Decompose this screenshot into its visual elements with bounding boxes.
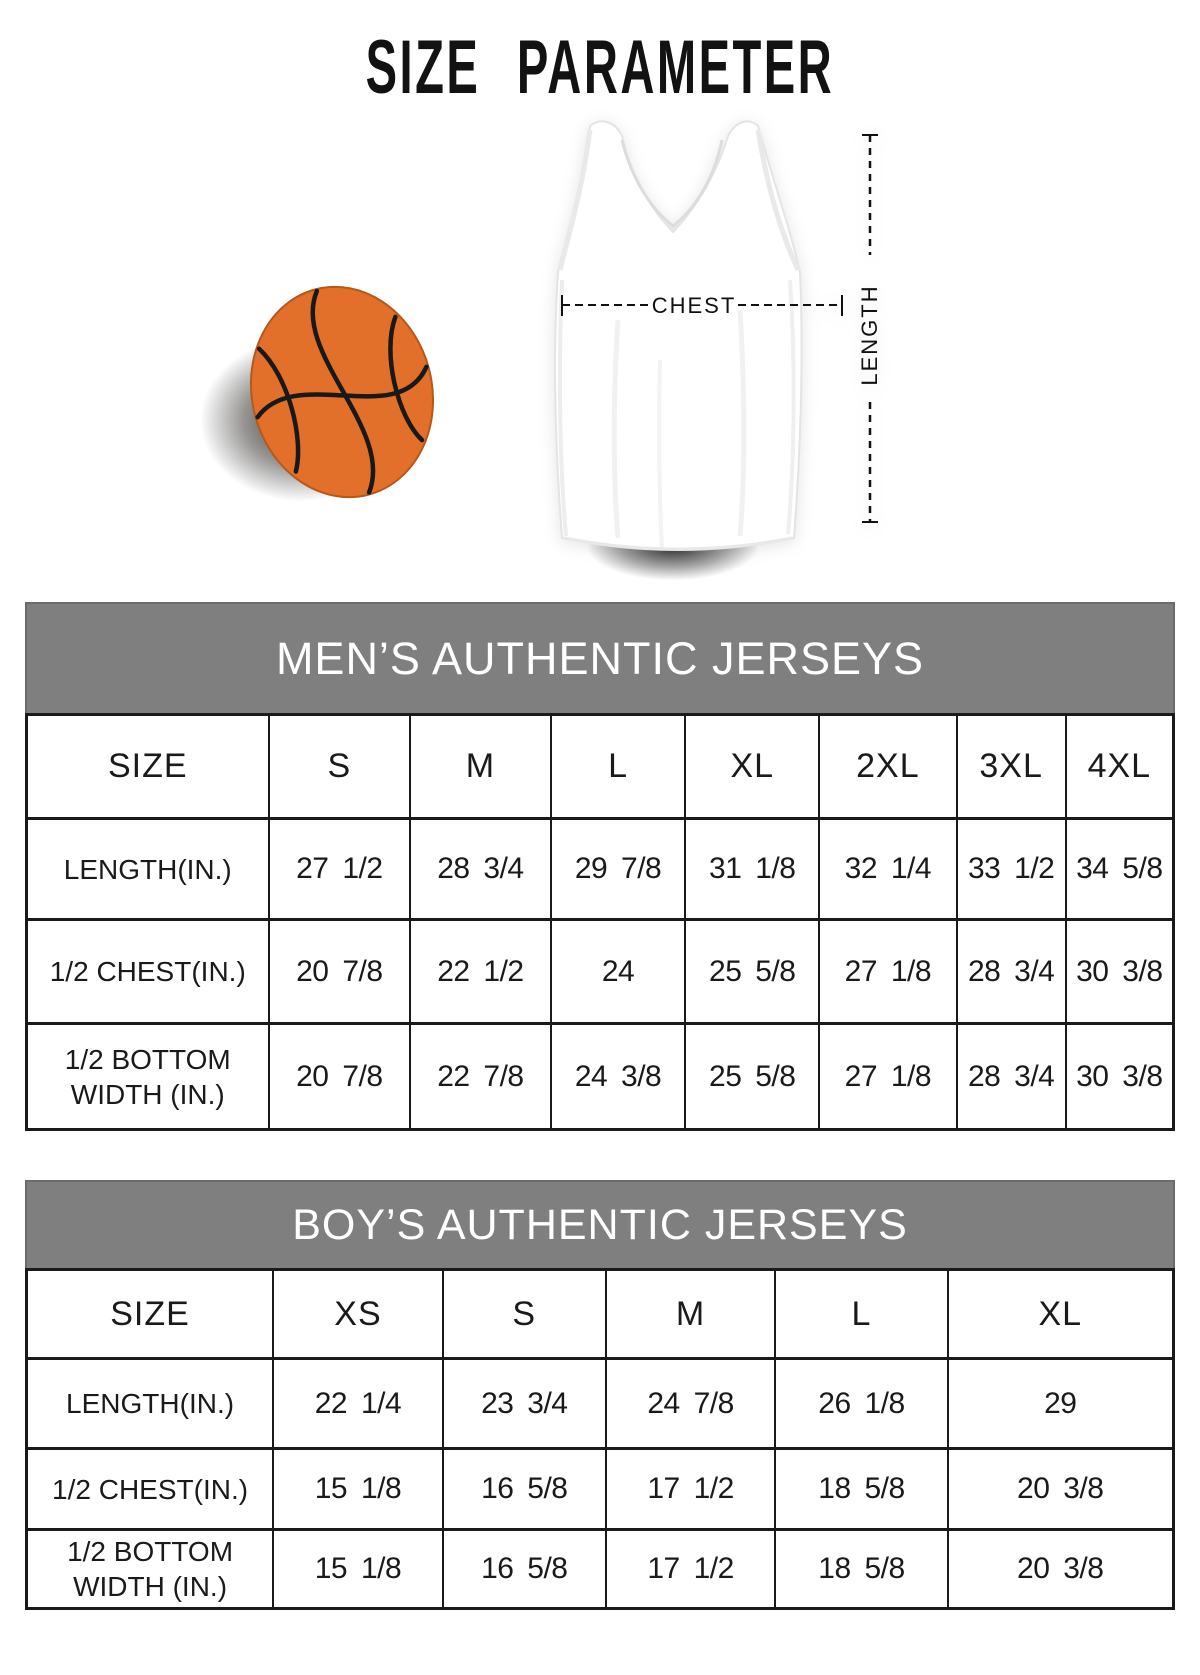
- mens-col-m: M: [410, 715, 551, 819]
- table-cell: 24 7/8: [606, 1359, 776, 1449]
- table-cell: 18 5/8: [775, 1449, 947, 1530]
- table-cell: 22 1/2: [410, 920, 551, 1024]
- table-cell: 29: [948, 1359, 1174, 1449]
- chest-label: CHEST: [651, 293, 737, 318]
- boys-chest-row: [27, 1449, 1174, 1530]
- table-cell: 20 3/8: [948, 1530, 1174, 1609]
- row-label: LENGTH(IN.): [27, 1359, 274, 1449]
- table-cell: 28 3/4: [410, 819, 551, 920]
- table-cell: 22 7/8: [410, 1024, 551, 1130]
- table-cell: 27 1/8: [819, 920, 957, 1024]
- table-cell: 24 3/8: [551, 1024, 686, 1130]
- row-label: 1/2 CHEST(IN.): [27, 1449, 274, 1530]
- row-label: LENGTH(IN.): [27, 819, 269, 920]
- mens-size-table: [25, 713, 1175, 1131]
- mens-col-s: S: [269, 715, 411, 819]
- mens-chest-row: [27, 920, 1174, 1024]
- table-cell: 17 1/2: [606, 1530, 776, 1609]
- jersey-image: [490, 110, 970, 590]
- mens-header-row: [27, 715, 1174, 819]
- table-cell: 30 3/8: [1066, 920, 1174, 1024]
- table-cell: 29 7/8: [551, 819, 686, 920]
- mens-col-xl: XL: [685, 715, 819, 819]
- table-cell: 25 5/8: [685, 920, 819, 1024]
- jersey-body: [555, 121, 802, 550]
- table-cell: 20 7/8: [269, 1024, 411, 1130]
- table-cell: 18 5/8: [775, 1530, 947, 1609]
- mens-length-row: [27, 819, 1174, 920]
- table-cell: 20 3/8: [948, 1449, 1174, 1530]
- row-label: 1/2 BOTTOM WIDTH (IN.): [27, 1024, 269, 1130]
- mens-col-size: SIZE: [27, 715, 269, 819]
- table-cell: 23 3/4: [443, 1359, 606, 1449]
- row-label: 1/2 CHEST(IN.): [27, 920, 269, 1024]
- mens-col-3xl: 3XL: [957, 715, 1066, 819]
- table-cell: 27 1/2: [269, 819, 411, 920]
- boys-col-s: S: [443, 1270, 606, 1359]
- table-cell: 22 1/4: [273, 1359, 443, 1449]
- boys-col-size: SIZE: [27, 1270, 274, 1359]
- table-cell: 34 5/8: [1066, 819, 1174, 920]
- table-cell: 24: [551, 920, 686, 1024]
- mens-size-table-section: [25, 602, 1175, 1131]
- table-cell: 16 5/8: [443, 1530, 606, 1609]
- boys-header-row: [27, 1270, 1174, 1359]
- table-cell: 20 7/8: [269, 920, 411, 1024]
- table-cell: 15 1/8: [273, 1449, 443, 1530]
- row-label: 1/2 BOTTOM WIDTH (IN.): [27, 1530, 274, 1609]
- table-cell: 31 1/8: [685, 819, 819, 920]
- boys-bottom-width-row: [27, 1530, 1174, 1609]
- mens-bottom-width-row: [27, 1024, 1174, 1130]
- page-title-text: SIZE PARAMETER: [365, 25, 835, 110]
- boys-col-m: M: [606, 1270, 776, 1359]
- mens-col-l: L: [551, 715, 686, 819]
- table-cell: 25 5/8: [685, 1024, 819, 1130]
- boys-size-table-section: [25, 1180, 1175, 1610]
- page-title: [0, 24, 1200, 111]
- table-cell: 17 1/2: [606, 1449, 776, 1530]
- table-cell: 28 3/4: [957, 1024, 1066, 1130]
- table-cell: 33 1/2: [957, 819, 1066, 920]
- table-cell: 16 5/8: [443, 1449, 606, 1530]
- mens-col-2xl: 2XL: [819, 715, 957, 819]
- mens-table-title: MEN’S AUTHENTIC JERSEYS: [25, 602, 1175, 713]
- basketball-image: [232, 272, 452, 512]
- table-cell: 32 1/4: [819, 819, 957, 920]
- length-label: LENGTH: [857, 284, 882, 386]
- boys-col-xl: XL: [948, 1270, 1174, 1359]
- boys-col-xs: XS: [273, 1270, 443, 1359]
- table-cell: 30 3/8: [1066, 1024, 1174, 1130]
- mens-col-4xl: 4XL: [1066, 715, 1174, 819]
- boys-col-l: L: [775, 1270, 947, 1359]
- length-annotation: [857, 135, 882, 522]
- table-cell: 26 1/8: [775, 1359, 947, 1449]
- table-cell: 15 1/8: [273, 1530, 443, 1609]
- boys-length-row: [27, 1359, 1174, 1449]
- table-cell: 27 1/8: [819, 1024, 957, 1130]
- boys-table-title: BOY’S AUTHENTIC JERSEYS: [25, 1180, 1175, 1268]
- boys-size-table: [25, 1268, 1175, 1610]
- table-cell: 28 3/4: [957, 920, 1066, 1024]
